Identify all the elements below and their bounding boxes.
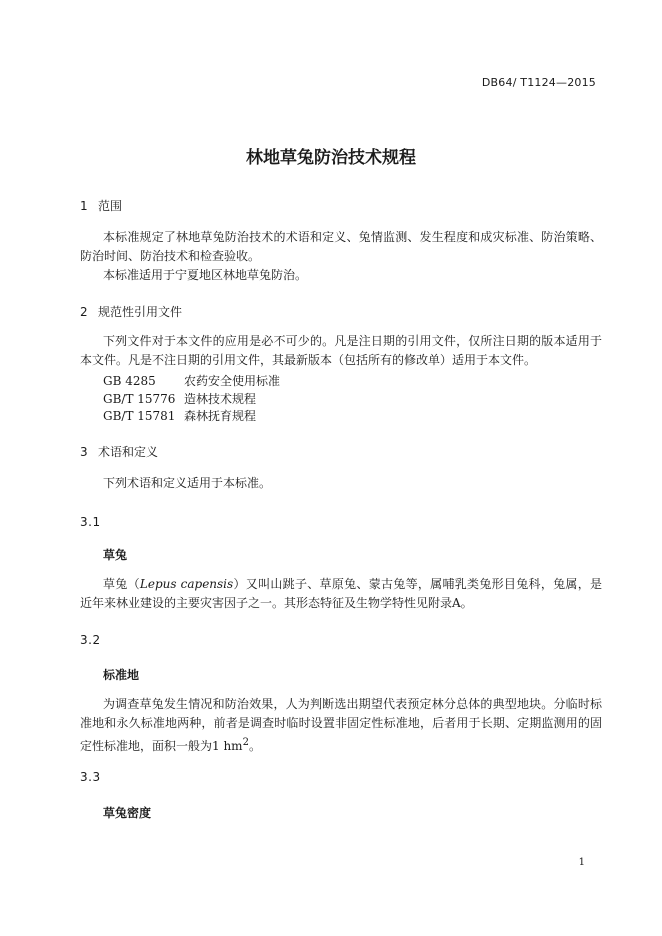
reference-item (103, 407, 256, 424)
reference-name: 森林抚育规程 (184, 409, 257, 423)
section-number: 1 (80, 199, 88, 213)
term-standard-plot-definition: 为调查草兔发生情况和防治效果，人为判断选出期望代表预定林分总体的典型地块。分临时标准地和永久标准地两种，前者是调查时临时设置非固定性标准地，后者用于长期、定期监测用的固定性标准地，面积一般为1 $hm^2$。 (80, 697, 602, 753)
references-paragraph: 下列文件对于本文件的应用是必不可少的。凡是注日期的引用文件，仅所注日期的版本适用于本文件。凡是不注日期的引用文件，其最新版本（包括所有的修改单）适用于本文件。 (80, 334, 602, 367)
section-title: 规范性引用文件 (98, 305, 183, 319)
reference-item (103, 390, 256, 407)
reference-code: GB/T 15781 (103, 409, 176, 423)
standard-code: DB64/ T1124—2015 (481, 76, 596, 89)
reference-code: GB/T 15776 (103, 392, 176, 406)
section-2-heading (80, 303, 182, 320)
reference-code: GB 4285 (103, 374, 156, 388)
superscript: 2 (242, 737, 249, 748)
section-3-heading (80, 443, 158, 460)
subsection-3-3-number: 3.3 (80, 770, 101, 784)
document-title: 林地草兔防治技术规程 (246, 148, 416, 168)
section-title: 范围 (98, 199, 123, 213)
term-hare: 草兔 (103, 548, 128, 562)
page-number: 1 (578, 857, 585, 868)
reference-name: 农药安全使用标准 (184, 374, 281, 388)
subsection-3-2-number: 3.2 (80, 633, 101, 647)
section-number: 2 (80, 305, 88, 319)
terms-paragraph: 下列术语和定义适用于本标准。 (103, 476, 272, 490)
term-hare-definition: 草兔（Lepus capensis）又叫山跳子、草原兔、蒙古兔等，属哺乳类兔形目兔科，兔属，是近年来林业建设的主要灾害因子之一。其形态特征及生物学特性见附录A。 (80, 577, 602, 610)
reference-name: 造林技术规程 (184, 392, 257, 406)
scope-paragraph-1: 本标准规定了林地草兔防治技术的术语和定义、兔情监测、发生程度和成灾标准、防治策略、防治时间、防治技术和检查验收。 (80, 230, 602, 263)
scope-paragraph-2: 本标准适用于宁夏地区林地草兔防治。 (103, 268, 308, 282)
term-standard-plot: 标准地 (103, 668, 140, 682)
term-hare-density: 草兔密度 (103, 806, 152, 820)
section-title: 术语和定义 (98, 445, 159, 459)
section-number: 3 (80, 445, 88, 459)
subsection-3-1-number: 3.1 (80, 515, 101, 529)
section-1-heading (80, 197, 122, 214)
latin-name: Lepus capensis (139, 577, 234, 591)
reference-item (103, 372, 280, 389)
